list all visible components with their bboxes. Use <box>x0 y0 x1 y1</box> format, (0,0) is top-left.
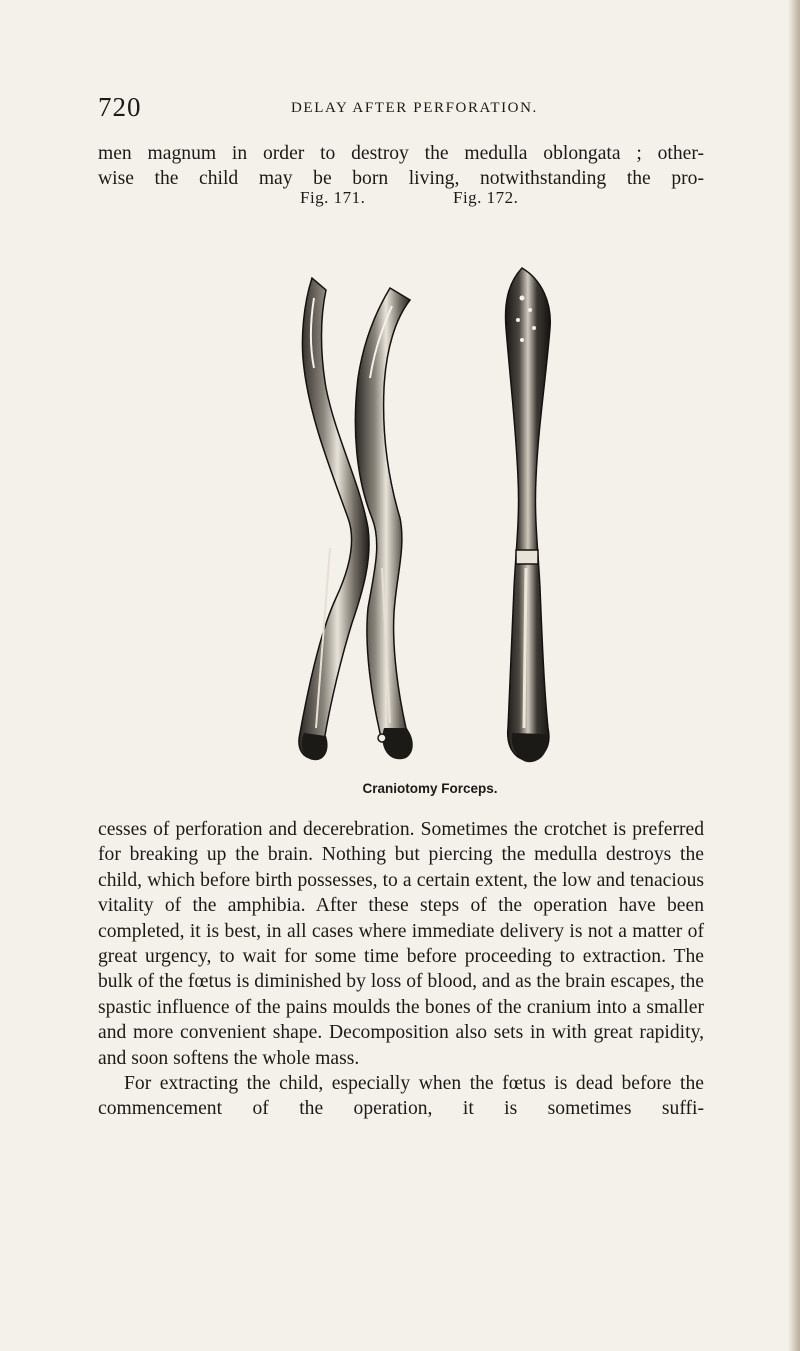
paragraph: For extracting the child, especially when the fœtus is dead before the commencement of the operation, it is sometimes suffi- <box>98 1073 704 1120</box>
running-head: DELAY AFTER PERFORATION. <box>291 100 538 116</box>
figure-label-172: Fig. 172. <box>453 188 519 207</box>
figure-caption: Craniotomy Forceps. <box>362 781 498 796</box>
forceps-drawing <box>260 228 600 788</box>
page-edge-shadow <box>788 0 800 1351</box>
text-line: men magnum in order to destroy the medulla oblongata ; other- <box>98 143 704 164</box>
paragraph: cesses of perforation and decerebration. Sometimes the crotchet is preferred for breaking up the brain. Nothing but piercing the medulla destroys the child, which before birth possesses, to a certain extent, the low and tenacious vitality of the amphibia. After these steps of the operation have been completed, it is best, in all cases where immediate delivery is not a matter of great urgency, to wait for some time before proceeding to extraction. The bulk of the fœtus is diminished by loss of blood, and as the brain escapes, the spastic influence of the pains moulds the bones of the cranium into a smaller and more convenient shape. Decomposition also sets in with great rapidity, and soon softens the whole mass. <box>98 819 704 1069</box>
forceps-illustration <box>260 228 600 818</box>
body-text-bottom <box>98 817 704 1122</box>
craniotomy-forceps-open-icon <box>299 278 413 760</box>
page-number: 720 <box>98 92 142 122</box>
body-text-top <box>98 141 704 192</box>
page-header <box>98 92 718 128</box>
figure-label-171: Fig. 171. <box>300 188 366 207</box>
figure-labels <box>300 188 560 214</box>
craniotomy-forceps-closed-icon <box>506 268 551 762</box>
text-line: wise the child may be born living, notwithstanding the pro- <box>98 168 704 190</box>
